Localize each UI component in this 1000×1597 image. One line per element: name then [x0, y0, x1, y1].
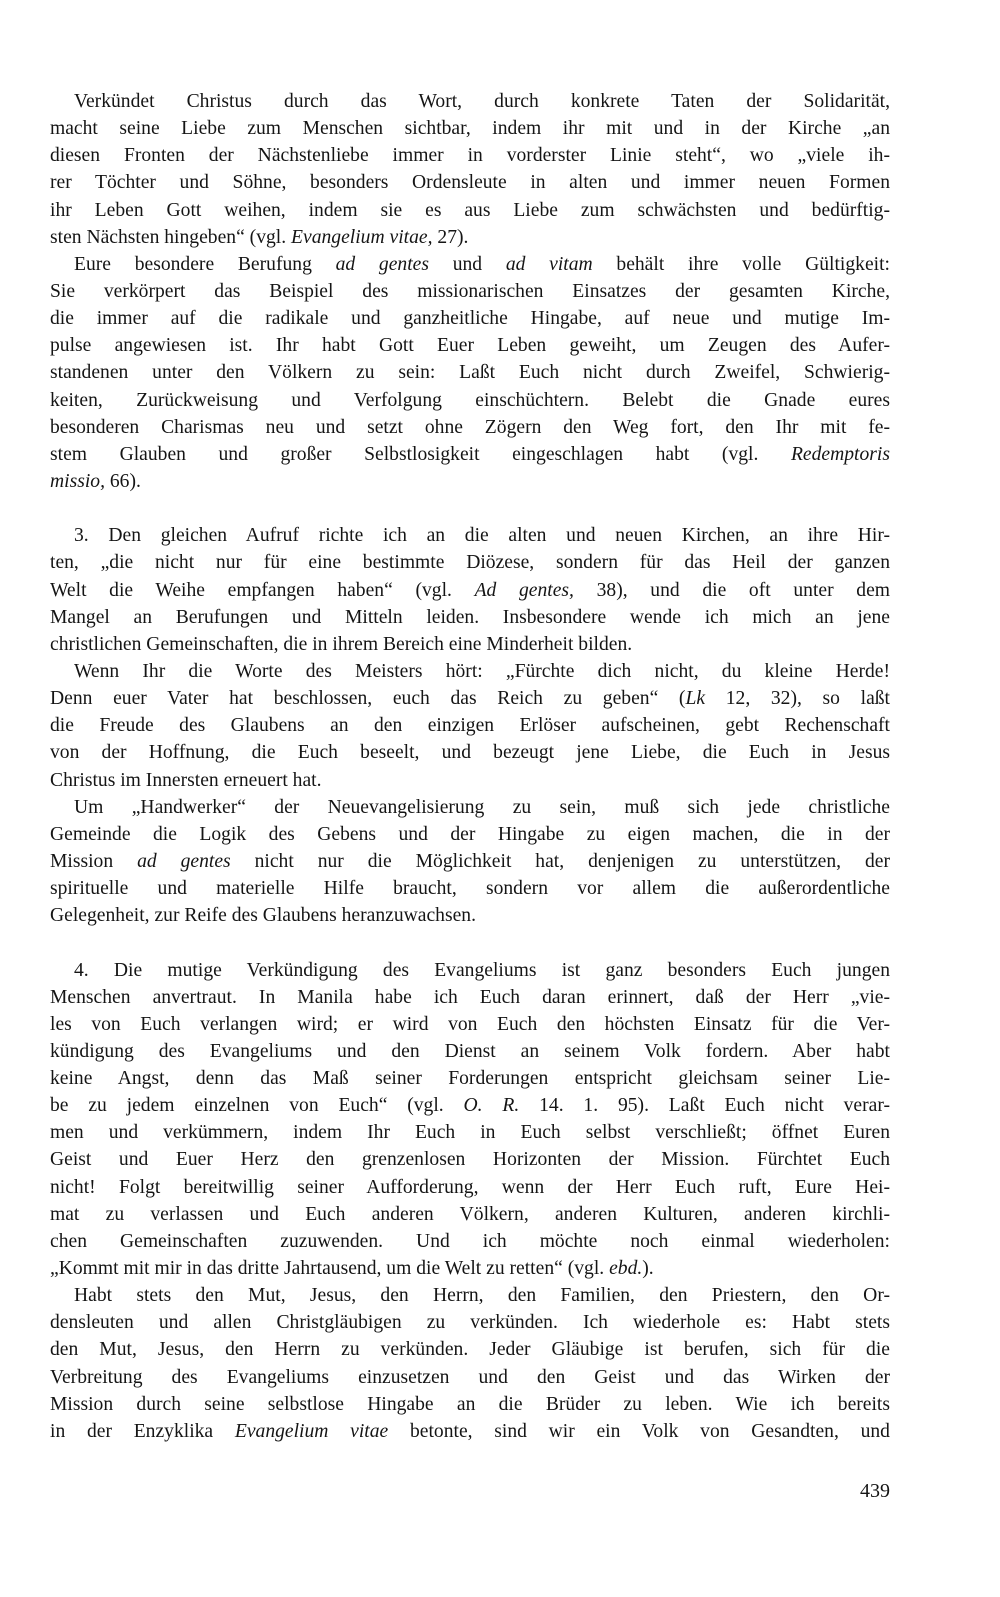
- text-run: Geist und Euer Herz den grenzenlosen Horizonten der Mission. Fürchtet Euch: [50, 1149, 890, 1171]
- text-run: standenen unter den Völkern zu sein: Laßt Euch nicht durch Zweifel, Schwierig-: [50, 362, 890, 384]
- text-run: 27).: [432, 226, 469, 248]
- italic-citation: ad gentes: [335, 253, 429, 275]
- text-line: [50, 794, 890, 821]
- text-run: 3. Den gleichen Aufruf richte ich an die alten und neuen Kirchen, an ihre Hir-: [74, 525, 890, 547]
- paragraph: [50, 658, 890, 794]
- text-line: [50, 577, 890, 604]
- text-line: [50, 1282, 890, 1309]
- text-run: christlichen Gemeinschaften, die in ihrem Bereich eine Minderheit bilden.: [50, 633, 633, 655]
- text-run: pulse angewiesen ist. Ihr habt Gott Euer Leben geweiht, um Zeugen des Aufer-: [50, 335, 890, 357]
- text-run: macht seine Liebe zum Menschen sichtbar, indem ihr mit und in der Kirche „an: [50, 118, 890, 140]
- text-line: [50, 1065, 890, 1092]
- text-line: [50, 1119, 890, 1146]
- text-run: Wenn Ihr die Worte des Meisters hört: „Fürchte dich nicht, du kleine Herde!: [74, 660, 890, 682]
- text-line: [50, 414, 890, 441]
- text-run: Denn euer Vater hat beschlossen, euch das Reich zu geben“ (: [50, 688, 686, 710]
- text-line: [50, 251, 890, 278]
- text-run: rer Töchter und Söhne, besonders Ordensleute in alten und immer neuen Formen: [50, 172, 890, 194]
- text-run: Gemeinde die Logik des Gebens und der Hingabe zu eigen machen, die in der: [50, 823, 890, 845]
- text-run: nicht! Folgt bereitwillig seiner Aufforderung, wenn der Herr Euch ruft, Eure Hei-: [50, 1176, 890, 1198]
- text-line: [50, 468, 890, 495]
- text-run: betonte, sind wir ein Volk von Gesandten, und: [388, 1420, 890, 1442]
- text-run: men und verkümmern, indem Ihr Euch in Euch selbst verschließt; öffnet Euren: [50, 1122, 890, 1144]
- text-line: [50, 1228, 890, 1255]
- text-run: ten, „die nicht nur für eine bestimmte Diözese, sondern für das Heil der ganzen: [50, 552, 890, 574]
- italic-citation: O. R.: [463, 1095, 520, 1117]
- text-line: [50, 305, 890, 332]
- text-run: von der Hoffnung, die Euch beseelt, und bezeugt jene Liebe, die Euch in Jesus: [50, 742, 890, 764]
- text-line: [50, 522, 890, 549]
- text-line: [50, 197, 890, 224]
- text-run: mat zu verlassen und Euch anderen Völkern, anderen Kulturen, anderen kirchli-: [50, 1203, 890, 1225]
- text-run: ).: [642, 1258, 654, 1280]
- text-line: [50, 278, 890, 305]
- text-run: nicht nur die Möglichkeit hat, denjenigen zu unterstützen, der: [230, 850, 890, 872]
- italic-citation: Lk: [685, 688, 706, 710]
- text-line: [50, 224, 890, 251]
- text-run: Mission: [50, 850, 138, 872]
- text-run: 66).: [104, 470, 141, 492]
- text-run: Menschen anvertraut. In Manila habe ich Euch daran erinnert, daß der Herr „vie-: [50, 986, 890, 1008]
- italic-citation: Ad gentes,: [474, 579, 574, 601]
- text-line: [50, 1418, 890, 1445]
- text-line: [50, 1364, 890, 1391]
- text-line: [50, 1038, 890, 1065]
- text-run: Habt stets den Mut, Jesus, den Herrn, den Familien, den Priestern, den Or-: [74, 1285, 890, 1307]
- text-run: Um „Handwerker“ der Neuevangelisierung zu sein, muß sich jede christliche: [74, 796, 890, 818]
- text-run: die immer auf die radikale und ganzheitliche Hingabe, auf neue und mutige Im-: [50, 308, 890, 330]
- text-run: Christus im Innersten erneuert hat.: [50, 769, 322, 791]
- page-number: 439: [860, 1480, 890, 1502]
- text-line: [50, 1255, 890, 1282]
- text-line: [50, 957, 890, 984]
- text-line: [50, 739, 890, 766]
- text-run: keiten, Zurückweisung und Verfolgung einschüchtern. Belebt die Gnade eures: [50, 389, 890, 411]
- text-line: [50, 848, 890, 875]
- text-line: [50, 387, 890, 414]
- paragraph: [50, 1282, 890, 1445]
- page-body: [50, 88, 890, 1445]
- paragraph: [50, 794, 890, 930]
- text-run: 12, 32), so laßt: [705, 688, 891, 710]
- text-run: stem Glauben und großer Selbstlosigkeit eingeschlagen habt (vgl.: [50, 443, 791, 465]
- text-run: Welt die Weihe empfangen haben“ (vgl.: [50, 579, 475, 601]
- text-run: sten Nächsten hingeben“ (vgl.: [50, 226, 292, 248]
- text-run: 4. Die mutige Verkündigung des Evangeliums ist ganz besonders Euch jungen: [74, 959, 890, 981]
- text-run: Mangel an Berufungen und Mitteln leiden. Insbesondere wende ich mich an jene: [50, 606, 890, 628]
- text-line: [50, 1309, 890, 1336]
- text-line: [50, 359, 890, 386]
- italic-citation: ebd.: [609, 1258, 643, 1280]
- paragraph: [50, 88, 890, 251]
- text-line: [50, 1201, 890, 1228]
- text-run: Mission durch seine selbstlose Hingabe an die Brüder zu leben. Wie ich bereits: [50, 1393, 890, 1415]
- text-line: [50, 441, 890, 468]
- text-run: 14. 1. 95). Laßt Euch nicht verar-: [519, 1095, 890, 1117]
- italic-citation: ad vitam: [505, 253, 593, 275]
- text-line: [50, 875, 890, 902]
- text-run: 38), und die oft unter dem: [573, 579, 891, 601]
- text-run: Sie verkörpert das Beispiel des missionarischen Einsatzes der gesamten Kirche,: [50, 280, 890, 302]
- text-run: Gelegenheit, zur Reife des Glaubens heranzuwachsen.: [50, 905, 476, 927]
- text-run: diesen Fronten der Nächstenliebe immer in vorderster Linie steht“, wo „viele ih-: [50, 145, 890, 167]
- text-run: in der Enzyklika: [50, 1420, 235, 1442]
- text-line: [50, 169, 890, 196]
- text-line: [50, 767, 890, 794]
- paragraph: [50, 251, 890, 495]
- text-line: [50, 115, 890, 142]
- text-run: be zu jedem einzelnen von Euch“ (vgl.: [50, 1095, 464, 1117]
- text-line: [50, 902, 890, 929]
- text-run: keine Angst, denn das Maß seiner Forderungen entspricht gleichsam seiner Lie-: [50, 1068, 890, 1090]
- text-line: [50, 1174, 890, 1201]
- text-line: [50, 685, 890, 712]
- text-line: [50, 1092, 890, 1119]
- paragraph: [50, 522, 890, 658]
- text-line: [50, 142, 890, 169]
- text-run: die Freude des Glaubens an den einzigen Erlöser aufscheinen, gebt Rechenschaft: [50, 715, 890, 737]
- text-line: [50, 821, 890, 848]
- italic-citation: missio,: [50, 470, 105, 492]
- text-line: [50, 332, 890, 359]
- italic-citation: Redemptoris: [790, 443, 890, 465]
- italic-citation: Evangelium vitae,: [291, 226, 433, 248]
- text-run: Verbreitung des Evangeliums einzusetzen und den Geist und das Wirken der: [50, 1366, 890, 1388]
- text-run: spirituelle und materielle Hilfe braucht, sondern vor allem die außerordentliche: [50, 878, 890, 900]
- text-line: [50, 1011, 890, 1038]
- text-run: behält ihre volle Gültigkeit:: [592, 253, 890, 275]
- text-run: densleuten und allen Christgläubigen zu verkünden. Ich wiederhole es: Habt stets: [50, 1312, 890, 1334]
- italic-citation: ad gentes: [137, 850, 231, 872]
- text-line: [50, 984, 890, 1011]
- text-run: den Mut, Jesus, den Herrn zu verkünden. Jeder Gläubige ist berufen, sich für die: [50, 1339, 890, 1361]
- text-line: [50, 604, 890, 631]
- section-gap: [50, 495, 890, 522]
- text-line: [50, 1391, 890, 1418]
- text-line: [50, 1336, 890, 1363]
- text-line: [50, 712, 890, 739]
- text-run: „Kommt mit mir in das dritte Jahrtausend, um die Welt zu retten“ (vgl.: [50, 1258, 610, 1280]
- italic-citation: Evangelium vitae: [234, 1420, 389, 1442]
- text-run: kündigung des Evangeliums und den Dienst an seinem Volk fordern. Aber habt: [50, 1040, 890, 1062]
- text-run: Eure besondere Berufung: [74, 253, 336, 275]
- text-run: ihr Leben Gott weihen, indem sie es aus Liebe zum schwächsten und bedürftig-: [50, 199, 890, 221]
- paragraph: [50, 957, 890, 1283]
- text-run: chen Gemeinschaften zuzuwenden. Und ich möchte noch einmal wiederholen:: [50, 1230, 890, 1252]
- text-line: [50, 88, 890, 115]
- text-run: besonderen Charismas neu und setzt ohne Zögern den Weg fort, den Ihr mit fe-: [50, 416, 890, 438]
- text-line: [50, 1146, 890, 1173]
- section-gap: [50, 929, 890, 956]
- text-line: [50, 549, 890, 576]
- text-line: [50, 631, 890, 658]
- text-run: und: [428, 253, 506, 275]
- text-run: les von Euch verlangen wird; er wird von Euch den höchsten Einsatz für die Ver-: [50, 1013, 890, 1035]
- text-line: [50, 658, 890, 685]
- text-run: Verkündet Christus durch das Wort, durch konkrete Taten der Solidarität,: [74, 91, 890, 112]
